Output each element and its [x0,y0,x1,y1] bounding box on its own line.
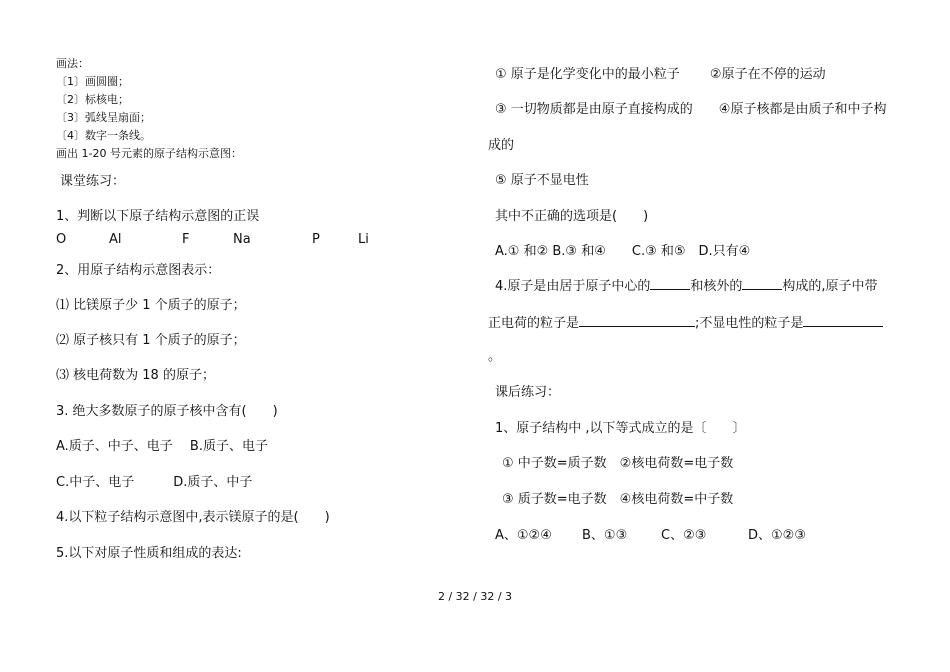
blank-neutral-particle[interactable] [803,314,883,327]
q4-text-e: ;不显电性的粒子是 [695,316,804,331]
question-2-item-3: ⑶ 核电荷数为 18 的原子； [56,368,215,383]
question-options: A.① 和② B.③ 和④ C.③ 和⑤ D.只有④ [495,244,751,259]
question-4-fill-2 [488,312,883,331]
page-number: 2 / 32 / 32 / 3 [437,590,513,603]
q4-text-b: 和核外的 [690,279,743,294]
element-p: P [312,232,320,247]
equation-1-2: ① 中子数=质子数 ②核电荷数=电子数 [502,456,734,471]
question-2-item-2: ⑵ 原子核只有 1 个质子的原子； [56,333,246,348]
question-4: 4.以下粒子结构示意图中,表示镁原子的是( ) [56,510,330,525]
q4-text-d: 正电荷的粒子是 [488,316,580,331]
practice-title: 课堂练习： [60,174,126,189]
element-li: Li [358,232,369,247]
choice-d: D、①②③ [748,528,806,543]
question-3: 3. 绝大多数原子的原子核中含有( ) [56,404,278,419]
statement-4-cont: 成的 [488,138,515,153]
choice-a: A、①②④ [495,528,552,543]
q4-text-a: 4.原子是由居于原子中心的 [495,279,651,294]
element-o: O [56,232,67,247]
question-ask: 其中不正确的选项是( ) [495,209,649,224]
statement-5: ⑤ 原子不显电性 [495,173,589,188]
q4-text-c: 构成的,原子中带 [782,279,878,294]
drawing-step-2: 〔2〕标核电； [56,93,129,106]
statement-1-2: ① 原子是化学变化中的最小粒子 ②原子在不停的运动 [495,67,826,82]
blank-electrons[interactable] [742,277,782,290]
drawing-step-1: 〔1〕画圆圈； [56,75,129,88]
choice-b: B、①③ [582,528,628,543]
question-2: 2、用原子结构示意图表示： [56,263,221,278]
question-3-options-ab: A.质子、中子、电子 B.质子、电子 [56,439,268,454]
statement-3-4: ③ 一切物质都是由原子直接构成的 ④原子核都是由质子和中子构 [495,102,887,117]
question-3-options-cd: C.中子、电子 D.质子、中子 [56,475,253,490]
drawing-step-4: 〔4〕数字一条线。 [56,129,151,142]
after-class-title: 课后练习： [495,385,561,400]
question-5: 5.以下对原子性质和组成的表达: [56,546,242,561]
element-na: Na [233,232,251,247]
question-4-fill [495,275,878,294]
after-question-1: 1、原子结构中 ,以下等式成立的是〔 〕 [495,421,746,436]
choice-c: C、②③ [661,528,707,543]
blank-nucleus[interactable] [650,277,690,290]
question-1: 1、判断以下原子结构示意图的正误 [56,209,260,224]
drawing-title: 画法： [56,57,89,70]
equation-3-4: ③ 质子数=电子数 ④核电荷数=中子数 [502,492,734,507]
element-f: F [182,232,190,247]
question-2-item-1: ⑴ 比镁原子少 1 个质子的原子； [56,298,246,313]
drawing-step-3: 〔3〕弧线呈扇面； [56,111,151,124]
element-al: Al [109,232,122,247]
blank-positive-particle[interactable] [579,314,695,327]
drawing-task: 画出 1-20 号元素的原子结构示意图： [56,147,242,160]
q4-end-mark: 。 [488,349,502,364]
